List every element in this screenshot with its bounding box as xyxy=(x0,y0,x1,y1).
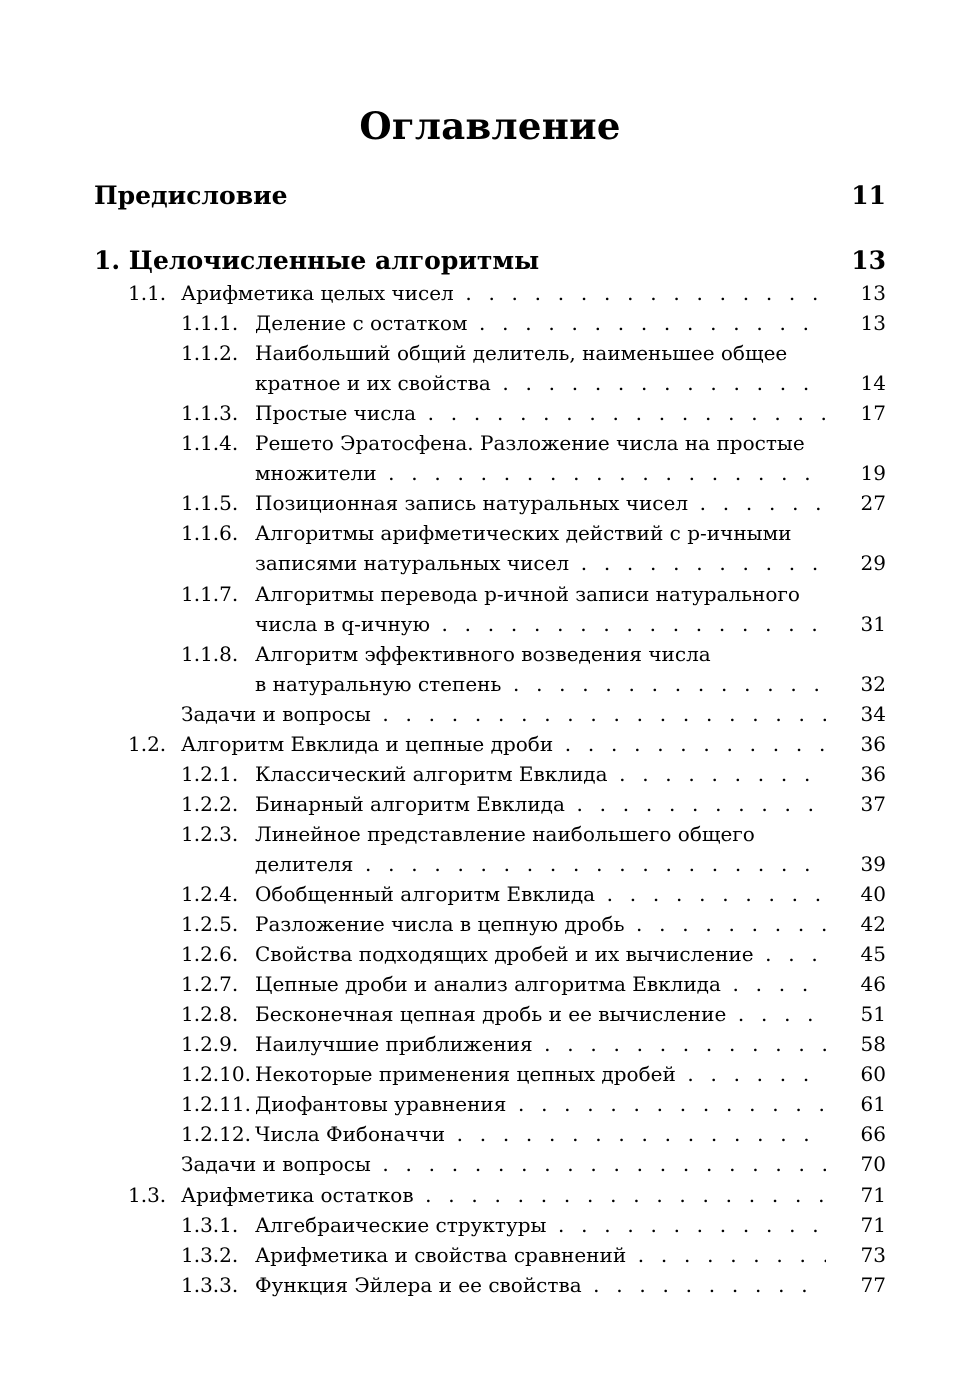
toc-entry[interactable] xyxy=(0,518,980,548)
toc-entry-number: 1.2.11. xyxy=(181,1092,251,1117)
toc-entry-title: числа в q-ичную . . . xyxy=(255,609,826,639)
toc-entry-number: 1.2.3. xyxy=(181,821,239,846)
toc-entry-page: 70 xyxy=(860,1152,886,1177)
toc-entry-title: Алгоритм эффективного возведения числа xyxy=(255,641,711,666)
toc-entry-page: 73 xyxy=(860,1242,886,1267)
toc-entry[interactable] xyxy=(0,1119,980,1149)
toc-entry-page: 13 xyxy=(860,311,886,336)
toc-entry[interactable] xyxy=(0,1270,980,1300)
toc-entry-title: Решето Эратосфена. Разложение числа на простые xyxy=(255,431,805,456)
toc-entry-page: 45 xyxy=(860,942,886,967)
toc-entry-number: 1.3.1. xyxy=(181,1212,239,1237)
toc-entry-title: Функция Эйлера и ее свойства . . . xyxy=(255,1270,826,1300)
toc-entry-page: 14 xyxy=(860,371,886,396)
toc-entry-number: 1.1.3. xyxy=(181,401,239,426)
toc-entry-title: в натуральную степень . . . xyxy=(255,669,826,699)
toc-entry-title: Алгоритм Евклида и цепные дроби . . . xyxy=(181,729,826,759)
toc-entry-title: Бесконечная цепная дробь и ее вычисление . . . xyxy=(255,999,826,1029)
toc-entry-title: Арифметика и свойства сравнений . . . xyxy=(255,1240,826,1270)
toc-entry-title: Свойства подходящих дробей и их вычисление . . . xyxy=(255,939,826,969)
toc-entry-number: 1.2.6. xyxy=(181,942,239,967)
toc-entry-page: 51 xyxy=(860,1002,886,1027)
toc-entry[interactable] xyxy=(0,548,980,578)
toc-entry[interactable] xyxy=(0,819,980,849)
toc-entry-number: 1.2.5. xyxy=(181,912,239,937)
toc-entry-page: 27 xyxy=(860,491,886,516)
toc-entry[interactable] xyxy=(0,1180,980,1210)
toc-entry-title: Алгоритмы арифметических действий с p-ичными xyxy=(255,521,792,546)
toc-entry-title: Задачи и вопросы . . . xyxy=(181,1149,826,1179)
toc-entry-number: 1.1.8. xyxy=(181,641,239,666)
toc-entry-number: 1.2.9. xyxy=(181,1032,239,1057)
toc-entry-title: Линейное представление наибольшего общего xyxy=(255,821,755,846)
toc-entry-title: Позиционная запись натуральных чисел . . . xyxy=(255,488,826,518)
toc-entry[interactable] xyxy=(0,398,980,428)
toc-entry-title: Наибольший общий делитель, наименьшее общее xyxy=(255,341,788,366)
toc-entry-number: 1.2.4. xyxy=(181,882,239,906)
toc-entry-title: Некоторые применения цепных дробей . . . xyxy=(255,1059,826,1089)
toc-chapter-label: 1. Целочисленные алгоритмы xyxy=(94,246,540,275)
toc-entry[interactable] xyxy=(0,699,980,729)
toc-entry[interactable] xyxy=(0,1240,980,1270)
toc-entry[interactable] xyxy=(0,1029,980,1059)
toc-entry[interactable] xyxy=(0,1210,980,1240)
toc-entry-title: Разложение числа в цепную дробь . . . xyxy=(255,909,826,939)
toc-entry-page: 77 xyxy=(860,1272,886,1297)
toc-entry[interactable] xyxy=(0,278,980,308)
toc-entry-page: 31 xyxy=(860,611,886,636)
toc-entry-page: 36 xyxy=(860,731,886,756)
toc-entry-page: 71 xyxy=(860,1212,886,1237)
toc-entry-page: 29 xyxy=(860,551,886,576)
toc-entry[interactable] xyxy=(0,1089,980,1119)
toc-entry-page: 60 xyxy=(860,1062,886,1087)
toc-entry-page: 36 xyxy=(860,761,886,786)
toc-entry[interactable] xyxy=(0,579,980,609)
toc-entry-number: 1.2.1. xyxy=(181,761,239,786)
toc-entry-number: 1.2.10. xyxy=(181,1062,251,1087)
toc-preface-page: 11 xyxy=(851,181,886,210)
toc-preface[interactable] xyxy=(0,178,980,214)
toc-entry-number: 1.2.12. xyxy=(181,1122,251,1147)
toc-entry-number: 1.3. xyxy=(128,1182,167,1207)
toc-entry-number: 1.1.7. xyxy=(181,581,239,606)
toc-entry-number: 1.2.2. xyxy=(181,791,239,816)
toc-entry-number: 1.1.4. xyxy=(181,431,239,456)
toc-entry[interactable] xyxy=(0,609,980,639)
toc-entry-number: 1.1.1. xyxy=(181,311,239,336)
toc-entry-title: делителя . . . xyxy=(255,849,826,879)
toc-entry[interactable] xyxy=(0,879,980,909)
toc-entry-number: 1.3.2. xyxy=(181,1242,239,1267)
toc-entry-page: 61 xyxy=(860,1092,886,1117)
toc-entry-title: Наилучшие приближения . . . xyxy=(255,1029,826,1059)
toc-entry-title: кратное и их свойства . . . xyxy=(255,368,826,398)
toc-entry[interactable] xyxy=(0,308,980,338)
toc-entry[interactable] xyxy=(0,428,980,458)
toc-entry-page: 32 xyxy=(860,671,886,696)
toc-entry[interactable] xyxy=(0,759,980,789)
toc-entry-page: 39 xyxy=(860,851,886,876)
toc-entry-page: 58 xyxy=(860,1032,886,1057)
toc-entry-number: 1.3.3. xyxy=(181,1272,239,1297)
toc-entry-title: Диофантовы уравнения . . . xyxy=(255,1089,826,1119)
toc-entry-number: 1.1. xyxy=(128,281,167,305)
toc-entry[interactable] xyxy=(0,789,980,819)
toc-entry-title: записями натуральных чисел . . . xyxy=(255,548,826,578)
toc-entry[interactable] xyxy=(0,999,980,1029)
toc-preface-label: Предисловие xyxy=(94,181,288,210)
toc-entry-number: 1.2. xyxy=(128,731,167,756)
toc-entry[interactable] xyxy=(0,849,980,879)
toc-entry[interactable] xyxy=(0,729,980,759)
toc-entry-title: Арифметика остатков . . . xyxy=(181,1180,826,1210)
toc-entry-page: 46 xyxy=(860,972,886,997)
toc-entry-page: 34 xyxy=(860,701,886,726)
toc-entry[interactable] xyxy=(0,939,980,969)
toc-entry-title: Алгоритмы перевода p-ичной записи натурального xyxy=(255,581,800,606)
toc-entry-page: 66 xyxy=(860,1122,886,1147)
toc-entry-title: Обобщенный алгоритм Евклида . . . xyxy=(255,879,826,909)
toc-entry-title: Бинарный алгоритм Евклида . . . xyxy=(255,789,826,819)
toc-entry[interactable] xyxy=(0,669,980,699)
toc-entry-title: Цепные дроби и анализ алгоритма Евклида . . . xyxy=(255,969,826,999)
toc-entry-title: Алгебраические структуры . . . xyxy=(255,1210,826,1240)
toc-entry-number: 1.1.6. xyxy=(181,521,239,546)
toc-entry-page: 37 xyxy=(860,791,886,816)
toc-entry-number: 1.1.2. xyxy=(181,341,239,366)
toc-entry-title: Деление с остатком . . . xyxy=(255,308,826,338)
toc-entry[interactable] xyxy=(0,338,980,368)
toc-entry-page: 17 xyxy=(860,401,886,426)
toc-entry[interactable] xyxy=(0,488,980,518)
toc-entry-title: Арифметика целых чисел . . . xyxy=(181,278,826,308)
toc-entry[interactable] xyxy=(0,458,980,488)
toc-entry[interactable] xyxy=(0,909,980,939)
toc-entry-title: Простые числа . . . xyxy=(255,398,826,428)
toc-entry-page: 71 xyxy=(860,1182,886,1207)
toc-entry-number: 1.2.7. xyxy=(181,972,239,997)
toc-entry[interactable] xyxy=(0,1149,980,1179)
page-title: Оглавление xyxy=(359,104,621,148)
toc-entry[interactable] xyxy=(0,639,980,669)
toc-entry[interactable] xyxy=(0,969,980,999)
toc-entry-title: Классический алгоритм Евклида . . . xyxy=(255,759,826,789)
toc-entry-page: 42 xyxy=(860,912,886,937)
toc-chapter-page: 13 xyxy=(851,246,886,275)
toc-entry-page: 13 xyxy=(860,281,886,305)
toc-entry-page: 19 xyxy=(860,461,886,486)
toc-chapter-1[interactable] xyxy=(0,243,980,279)
toc-entry-title: множители . . . xyxy=(255,458,826,488)
toc-entry-title: Числа Фибоначчи . . . xyxy=(255,1119,826,1149)
toc-entry[interactable] xyxy=(0,368,980,398)
toc-entry-page: 40 xyxy=(860,882,886,906)
toc-entry-title: Задачи и вопросы . . . xyxy=(181,699,826,729)
toc-entry-number: 1.1.5. xyxy=(181,491,239,516)
toc-entry[interactable] xyxy=(0,1059,980,1089)
toc-entry-number: 1.2.8. xyxy=(181,1002,239,1027)
